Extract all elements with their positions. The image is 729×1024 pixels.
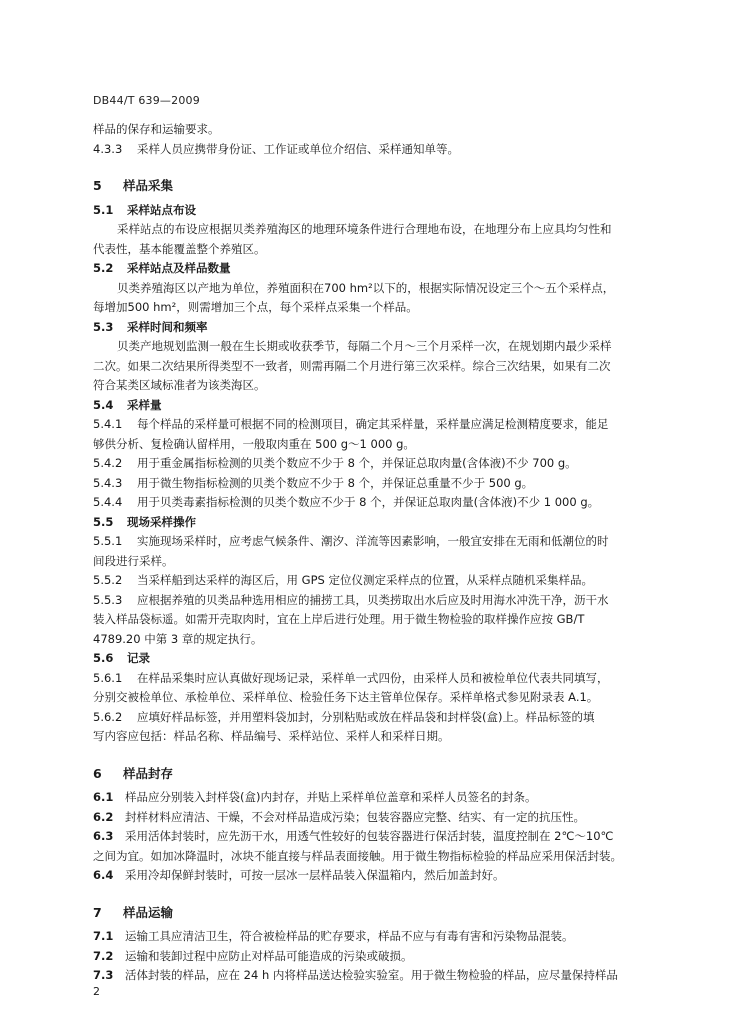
clause-text: 样品应分别装入封样袋(盒)内封存，并贴上采样单位盖章和采样人员签名的封条。: [125, 790, 537, 804]
clause-text: 每个样品的采样量可根据不同的检测项目，确定其采样量，采样量应满足检测精度要求，能足: [137, 417, 609, 431]
section-number: 7: [93, 904, 102, 920]
clause-5-4-4: [93, 493, 683, 513]
clause-text: 在样品采集时应认真做好现场记录，采样单一式四份，由采样人员和被检单位代表共同填写，: [137, 670, 609, 685]
clause-7-3: [93, 966, 683, 986]
clause-number: 5.5.3: [93, 592, 123, 607]
subsection-title: 采样站点及样品数量: [127, 261, 231, 275]
clause-number: 5.4.1: [93, 417, 123, 431]
clause-text: 活体封装的样品，应在 24 h 内将样品送达检验实验室。用于微生物检验的样品，应尽量保持样品: [125, 968, 618, 982]
clause-5-5-2: [93, 571, 683, 591]
paragraph-line: 够供分析、复检确认留样用，一般取肉重在 500 g～1 000 g。: [93, 436, 415, 451]
clause-number: 7.2: [93, 948, 114, 963]
clause-number: 6.3: [93, 829, 114, 843]
clause-number: 5.6.1: [93, 670, 123, 685]
clause-5-5-1: [93, 532, 683, 552]
subsection-title: 记录: [127, 651, 150, 665]
subsection-5-6-heading: [93, 649, 683, 669]
clause-number: 7.1: [93, 929, 114, 943]
clause-text: 采用冷却保鲜封装时，可按一层冰一层样品装入保温箱内，然后加盖封好。: [125, 868, 505, 882]
clause-4-3-3: [93, 140, 683, 160]
subsection-5-5-heading: [93, 513, 683, 533]
clause-7-1: [93, 927, 683, 947]
section-title: 样品运输: [123, 904, 174, 920]
clause-text: 采用活体封装时，应先沥干水，用透气性较好的包装容器进行保活封装，温度控制在 2℃～10℃: [125, 829, 614, 843]
clause-text: 应根据养殖的贝类品种选用相应的捕捞工具，贝类捞取出水后应及时用海水冲洗干净，沥干水: [137, 592, 609, 607]
paragraph-line: 二次。如果二次结果所得类型不一致者，则需再隔二个月进行第三次采样。综合三次结果，如果有二次: [93, 358, 611, 373]
clause-text: 用于贝类毒素指标检测的贝类个数应不少于 8 个，并保证总取肉量(含体液)不少 1 000 g。: [137, 495, 600, 509]
paragraph-line: 贝类产地规划监测一般在生长期或收获季节，每隔二个月～三个月采样一次，在规划期内最少采样: [117, 339, 612, 353]
paragraph-line: 间段进行采样。: [93, 553, 174, 568]
paragraph-line: 写内容应包括：样品名称、样品编号、采样站位、采样人和采样日期。: [93, 729, 450, 743]
subsection-number: 5.4: [93, 397, 114, 412]
clause-number: 6.2: [93, 809, 114, 824]
subsection-number: 5.3: [93, 319, 114, 334]
clause-text: 应填好样品标签，并用塑料袋加封，分别粘贴或放在样品袋和封样袋(盒)上。样品标签的填: [137, 709, 595, 724]
subsection-5-4-heading: [93, 396, 683, 416]
paragraph-line: 采样站点的布设应根据贝类养殖海区的地理环境条件进行合理地布设，在地理分布上应具均匀性和: [117, 222, 612, 236]
clause-5-4-3: [93, 474, 683, 494]
clause-number: 7.3: [93, 968, 114, 982]
subsection-title: 采样时间和频率: [127, 319, 208, 334]
paragraph-line: 装入样品袋标遥。如需开壳取肉时，宜在上岸后进行处理。用于微生物检验的取样操作应按 GB/T: [93, 612, 585, 626]
clause-text: 用于微生物指标检测的贝类个数应不少于 8 个，并保证总重量不少于 500 g。: [137, 475, 534, 490]
clause-text: 运输工具应清洁卫生，符合被检样品的贮存要求，样品不应与有毒有害和污染物品混装。: [125, 929, 574, 943]
clause-number: 5.4.2: [93, 456, 123, 470]
paragraph-line: 每增加500 hm²，则需增加三个点，每个采样点采集一个样品。: [93, 300, 418, 314]
clause-text: 用于重金属指标检测的贝类个数应不少于 8 个，并保证总取肉量(含体液)不少 700 g。: [137, 456, 577, 470]
clause-5-6-1: [93, 669, 683, 689]
section-7-heading: [93, 903, 683, 923]
clause-6-2: [93, 808, 683, 828]
clause-text: 封样材料应清洁、干燥，不会对样品造成污染；包装容器应完整、结实、有一定的抗压性。: [125, 809, 585, 824]
subsection-title: 采样量: [127, 397, 162, 412]
paragraph-line: 4789.20 中第 3 章的规定执行。: [93, 631, 263, 646]
clause-text: 采样人员应携带身份证、工作证或单位介绍信、采样通知单等。: [137, 141, 459, 156]
paragraph-line: 分别交被检单位、承检单位、采样单位、检验任务下达主管单位保存。采样单格式参见附录表 A.1。: [93, 690, 599, 704]
standard-code-header: DB44/T 639—2009: [93, 94, 200, 107]
subsection-title: 采样站点布设: [127, 202, 196, 217]
section-title: 样品封存: [123, 765, 174, 781]
section-6-heading: [93, 764, 683, 784]
subsection-number: 5.2: [93, 261, 114, 275]
clause-text: 实施现场采样时，应考虑气候条件、潮汐、洋流等因素影响，一般宜安排在无雨和低潮位的时: [137, 534, 609, 548]
clause-5-6-2: [93, 708, 683, 728]
subsection-number: 5.1: [93, 202, 114, 217]
paragraph-line: 之间为宜。如加冰降温时，冰块不能直接与样品表面接触。用于微生物指标检验的样品应采用保活封装。: [93, 848, 622, 863]
subsection-5-3-heading: [93, 318, 683, 338]
section-number: 5: [93, 178, 102, 193]
page-number: 2: [93, 985, 100, 998]
clause-5-4-2: [93, 454, 683, 474]
section-title: 样品采集: [123, 178, 174, 193]
text-line: 样品的保存和运输要求。: [93, 122, 220, 136]
paragraph-line: 贝类养殖海区以产地为单位，养殖面积在700 hm²以下的，根据实际情况设定三个～五个采样点，: [117, 280, 615, 295]
clause-number: 5.4.3: [93, 475, 123, 490]
clause-6-4: [93, 866, 683, 886]
clause-number: 6.4: [93, 868, 114, 882]
subsection-title: 现场采样操作: [127, 514, 196, 529]
section-5-heading: [93, 176, 683, 196]
section-number: 6: [93, 765, 102, 781]
clause-5-4-1: [93, 415, 683, 435]
clause-7-2: [93, 947, 683, 967]
clause-text: 运输和装卸过程中应防止对样品可能造成的污染或破损。: [125, 948, 413, 963]
subsection-number: 5.5: [93, 514, 114, 529]
clause-5-5-3: [93, 591, 683, 611]
clause-number: 5.4.4: [93, 495, 123, 509]
document-body: [93, 120, 683, 986]
subsection-number: 5.6: [93, 651, 114, 665]
clause-number: 4.3.3: [93, 141, 123, 156]
clause-number: 5.6.2: [93, 709, 123, 724]
subsection-5-2-heading: [93, 259, 683, 279]
clause-6-3: [93, 827, 683, 847]
clause-6-1: [93, 788, 683, 808]
clause-number: 6.1: [93, 790, 114, 804]
clause-number: 5.5.1: [93, 534, 123, 548]
paragraph-line: 符合某类区域标准者为该类海区。: [93, 378, 266, 392]
clause-text: 当采样船到达采样的海区后，用 GPS 定位仪测定采样点的位置，从采样点随机采集样品。: [137, 573, 593, 587]
paragraph-line: 代表性，基本能覆盖整个养殖区。: [93, 241, 266, 256]
subsection-5-1-heading: [93, 201, 683, 221]
clause-number: 5.5.2: [93, 573, 123, 587]
